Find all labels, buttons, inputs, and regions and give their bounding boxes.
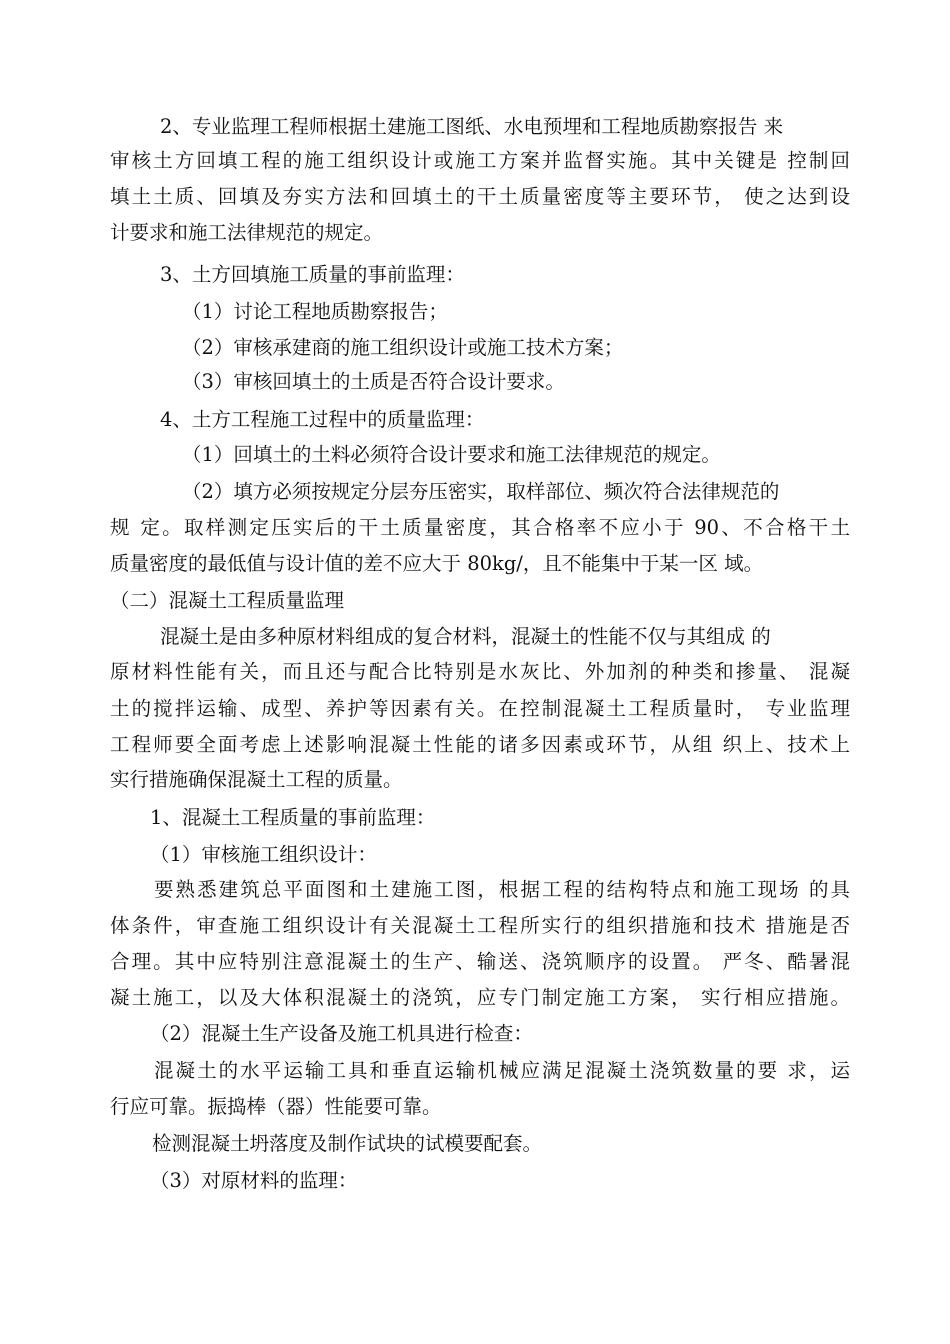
paragraph-line: 土的搅拌运输、成型、养护等因素有关。在控制混凝土工程质量时， 专业监理 bbox=[110, 697, 850, 720]
section-heading: 1、混凝土工程质量的事前监理： bbox=[150, 806, 436, 829]
section-heading: 3、土方回填施工质量的事前监理： bbox=[160, 263, 465, 286]
list-item: （3）对原材料的监理： bbox=[150, 1169, 358, 1192]
paragraph-line: 工程师要全面考虑上述影响混凝土性能的诸多因素或环节，从组 织上、技术上 bbox=[110, 733, 850, 756]
paragraph-line: 合理。其中应特别注意混凝土的生产、输送、浇筑顺序的设置。 严冬、酷暑混 bbox=[110, 950, 850, 973]
paragraph-line: 原材料性能有关，而且还与配合比特别是水灰比、外加剂的种类和掺量、 混凝 bbox=[110, 660, 850, 683]
paragraph-line: 行应可靠。振捣棒（器）性能要可靠。 bbox=[110, 1095, 442, 1118]
list-item: （1）审核施工组织设计： bbox=[150, 843, 377, 866]
paragraph-line: 质量密度的最低值与设计值的差不应大于 80kg/，且不能集中于某一区 域。 bbox=[110, 552, 764, 575]
paragraph-line: 实行措施确保混凝土工程的质量。 bbox=[110, 768, 403, 791]
list-item: （2）审核承建商的施工组织设计或施工技术方案； bbox=[182, 336, 624, 359]
paragraph-line: 2、专业监理工程师根据土建施工图纸、水电预埋和工程地质勘察报告 来 bbox=[160, 115, 784, 138]
list-item: （1）回填土的土料必须符合设计要求和施工法律规范的规定。 bbox=[182, 443, 721, 466]
list-item: （3）审核回填土的土质是否符合设计要求。 bbox=[182, 370, 565, 393]
paragraph-line: 要熟悉建筑总平面图和土建施工图，根据工程的结构特点和施工现场 的具 bbox=[154, 878, 850, 901]
list-item: （2）填方必须按规定分层夯压密实，取样部位、频次符合法律规范的 bbox=[182, 480, 780, 503]
paragraph-line: 混凝土的水平运输工具和垂直运输机械应满足混凝土浇筑数量的要 求，运 bbox=[154, 1059, 850, 1082]
paragraph-line: 检测混凝土坍落度及制作试块的试模要配套。 bbox=[152, 1132, 543, 1155]
section-title: （二）混凝土工程质量监理 bbox=[110, 589, 345, 612]
paragraph-line: 计要求和施工法律规范的规定。 bbox=[110, 221, 384, 244]
paragraph-line: 填土土质、回填及夯实方法和回填土的干土质量密度等主要环节， 使之达到设 bbox=[110, 185, 850, 208]
section-heading: 4、土方工程施工过程中的质量监理： bbox=[160, 408, 485, 431]
paragraph-line: 凝土施工，以及大体积混凝土的浇筑，应专门制定施工方案， 实行相应措施。 bbox=[110, 986, 850, 1009]
list-item: （1）讨论工程地质勘察报告； bbox=[182, 300, 448, 323]
paragraph-line: 审核土方回填工程的施工组织设计或施工方案并监督实施。其中关键是 控制回 bbox=[110, 149, 850, 172]
paragraph-line: 混凝土是由多种原材料组成的复合材料，混凝土的性能不仅与其组成 的 bbox=[160, 625, 771, 648]
paragraph-line: 体条件，审查施工组织设计有关混凝土工程所实行的组织措施和技术 措施是否 bbox=[110, 914, 850, 937]
list-item: （2）混凝土生产设备及施工机具进行检查： bbox=[150, 1022, 533, 1045]
paragraph-line: 规 定。取样测定压实后的干土质量密度，其合格率不应小于 90、不合格干土 bbox=[110, 516, 850, 539]
